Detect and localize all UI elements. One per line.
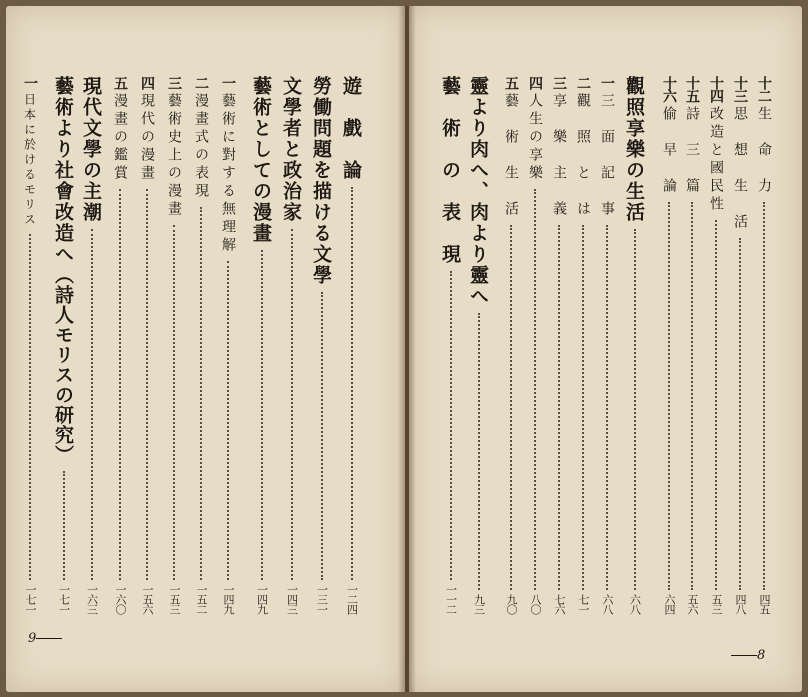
toc-page-number: 一四九 (255, 584, 269, 614)
leader-dots (91, 229, 93, 580)
toc-entry-title: 觀 照 と は (575, 93, 591, 219)
toc-entry-title: 現代の漫畫 (139, 93, 155, 183)
leader-dots (534, 189, 536, 590)
leader-dots (227, 261, 229, 580)
toc-page-number: 一七一 (57, 584, 71, 614)
toc-entry (501, 76, 521, 614)
toc-entry (549, 76, 569, 614)
toc-page-number: 一七一 (24, 584, 37, 614)
right-page (409, 6, 802, 692)
toc-entry-number: 三 (551, 76, 567, 89)
toc-entry-title: 靈より肉へ、肉より靈へ (467, 76, 489, 307)
toc-page-number: 一三一 (315, 584, 329, 614)
toc-entry (338, 76, 365, 614)
right-page-number: 8 (757, 648, 766, 663)
toc-entry-title: 藝術としての漫畫 (250, 76, 272, 244)
toc-page-number: 一六〇 (114, 584, 127, 614)
toc-entry (278, 76, 305, 614)
toc-entry-title: 人生の享樂 (527, 93, 543, 183)
toc-entry (20, 76, 40, 614)
toc-entry (78, 76, 105, 614)
toc-page-number: 一五二 (195, 584, 208, 614)
leader-dots (634, 229, 636, 590)
toc-page-number: 六八 (601, 594, 614, 614)
toc-entry-number: 一 (220, 76, 236, 89)
toc-entry (597, 76, 617, 614)
toc-entry (248, 76, 275, 614)
leader-dots (351, 187, 353, 580)
toc-entry (110, 76, 130, 614)
toc-page-number: 八〇 (529, 594, 542, 614)
toc-entry-title: 漫畫の鑑賞 (112, 93, 128, 183)
toc-entry-number: 十三 (732, 76, 748, 102)
toc-entry-title: 藝術に對する無理解 (220, 93, 236, 255)
leader-dots (29, 234, 31, 580)
toc-page-number: 七六 (553, 594, 566, 614)
toc-page-number: 九〇 (505, 594, 518, 614)
leader-dots (582, 225, 584, 590)
toc-entry-title: 思 想 生 活 (732, 106, 748, 232)
toc-entry-title: 勞働問題を描ける文學 (310, 76, 332, 286)
leader-dots (715, 220, 717, 590)
leader-dots (200, 207, 202, 580)
toc-page-number: 一四三 (285, 584, 299, 614)
toc-page-number: 一五三 (168, 584, 181, 614)
toc-entry (573, 76, 593, 614)
toc-entry (706, 76, 726, 614)
toc-entry (137, 76, 157, 614)
toc-entry-title: 遊 戲 論 (340, 76, 362, 181)
toc-entry (191, 76, 211, 614)
left-page (6, 6, 405, 692)
toc-entry-title: 漫畫式の表現 (193, 93, 209, 201)
toc-entry-number: 十六 (661, 76, 677, 102)
toc-page-number: 一六三 (85, 584, 99, 614)
leader-dots (739, 238, 741, 590)
toc-entry-number: 三 (166, 76, 182, 89)
toc-entry-title: 改造と國民性 (708, 106, 724, 214)
toc-entry-title: 藝術より社會改造へ (52, 76, 74, 265)
left-folio (28, 631, 62, 646)
toc-entry-subtitle: （詩人モリスの研究） (52, 265, 74, 465)
leader-dots (450, 271, 452, 580)
toc-entry-title: 文學者と政治家 (280, 76, 302, 223)
leader-dots (763, 202, 765, 590)
toc-page-number: 五三 (710, 594, 723, 614)
toc-entry-title: 偷 早 論 (661, 106, 677, 196)
toc-page-number: 一四九 (222, 584, 235, 614)
leader-dots (478, 313, 480, 590)
toc-entry (659, 76, 679, 614)
book-gutter (398, 6, 416, 692)
leader-dots (291, 229, 293, 580)
leader-dots (668, 202, 670, 590)
leader-dots (63, 471, 65, 580)
toc-page-number: 一五六 (141, 584, 154, 614)
toc-entry-number: 四 (139, 76, 155, 89)
leader-dots (606, 225, 608, 590)
toc-entry (164, 76, 184, 614)
left-page-number: 9 (28, 631, 37, 646)
toc-entry-title: 現代文學の主潮 (80, 76, 102, 223)
toc-entry (308, 76, 335, 614)
toc-entry-number: 二 (575, 76, 591, 89)
leader-dots (173, 225, 175, 580)
leader-dots (119, 189, 121, 580)
toc-entry-number: 十五 (684, 76, 700, 102)
leader-dots (691, 202, 693, 590)
leader-dots (261, 250, 263, 580)
toc-entry-title: 藝 術 の 表 現 (439, 76, 461, 265)
toc-entry-number: 十四 (708, 76, 724, 102)
toc-entry-title: 生 命 力 (756, 106, 772, 196)
right-folio (731, 648, 765, 663)
toc-entry (754, 76, 774, 614)
toc-entry-title: 日本に於けるモリス (22, 93, 37, 228)
toc-page-number: 六八 (628, 594, 642, 614)
toc-entry-number: 五 (112, 76, 128, 89)
toc-entry-title: 詩 三 篇 (684, 106, 700, 196)
toc-entry-title: 享 樂 主 義 (551, 93, 567, 219)
toc-entry (682, 76, 702, 614)
left-folio-rule (36, 638, 62, 639)
toc-page-number: 六四 (663, 594, 676, 614)
toc-page-number: 一一二 (444, 584, 458, 614)
toc-entry-title: 藝術史上の漫畫 (166, 93, 182, 219)
toc-page-number: 一二四 (345, 584, 359, 614)
toc-page-number: 五六 (686, 594, 699, 614)
toc-entry (50, 76, 77, 614)
toc-entry (465, 76, 492, 614)
toc-entry-title: 觀照享樂の生活 (623, 76, 645, 223)
toc-entry (437, 76, 464, 614)
toc-entry (525, 76, 545, 614)
leader-dots (558, 225, 560, 590)
leader-dots (146, 189, 148, 580)
toc-page-number: 四五 (758, 594, 771, 614)
toc-entry-title: 藝 術 生 活 (503, 93, 519, 219)
toc-page-number: 九三 (472, 594, 486, 614)
toc-entry (621, 76, 648, 614)
toc-entry-number: 一 (599, 76, 615, 89)
toc-page-number: 四八 (734, 594, 747, 614)
right-folio-rule (731, 655, 757, 656)
toc-entry-number: 四 (527, 76, 543, 89)
toc-entry (730, 76, 750, 614)
toc-entry-number: 十二 (756, 76, 772, 102)
toc-entry-title: 三 面 記 事 (599, 93, 615, 219)
toc-entry-number: 一 (22, 76, 38, 89)
toc-entry-number: 二 (193, 76, 209, 89)
toc-page-number: 七一 (577, 594, 590, 614)
toc-entry-number: 五 (503, 76, 519, 89)
leader-dots (510, 225, 512, 590)
toc-entry (218, 76, 238, 614)
leader-dots (321, 292, 323, 580)
